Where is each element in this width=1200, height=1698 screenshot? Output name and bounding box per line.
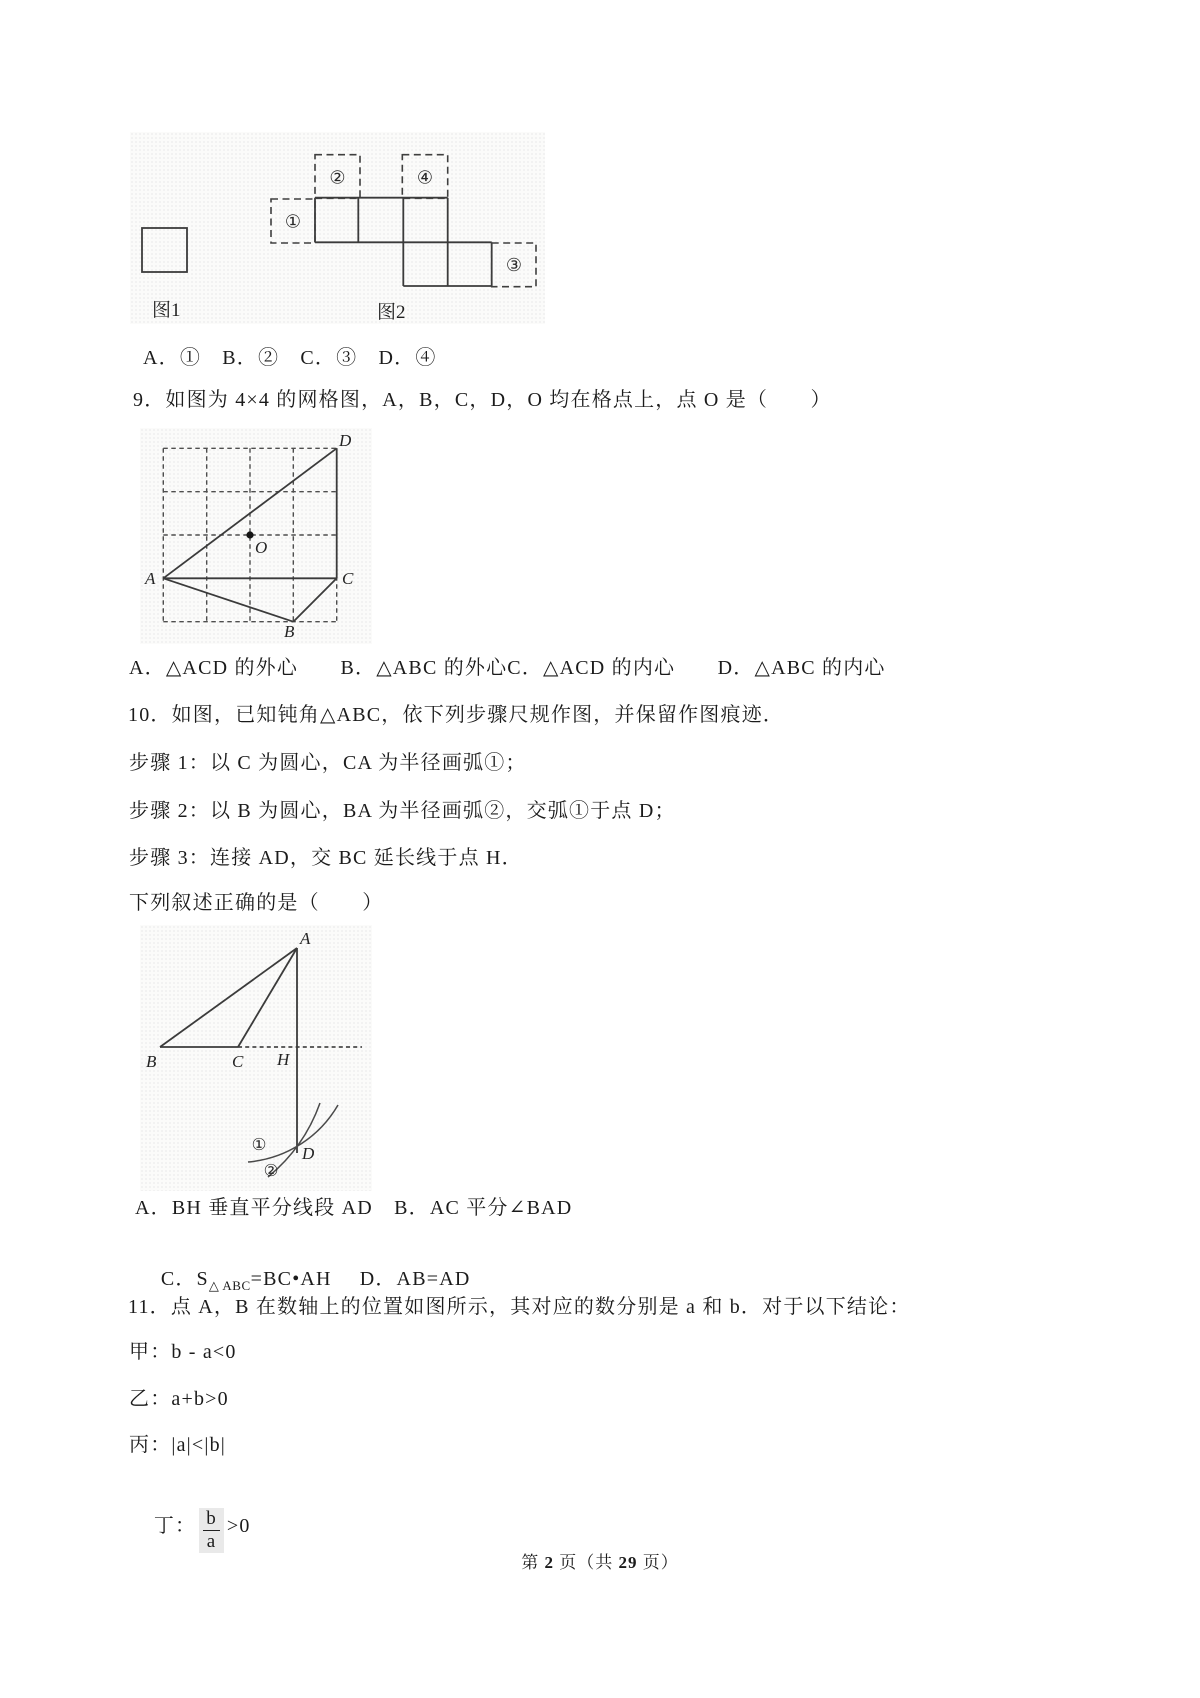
construct-label-B: B	[146, 1052, 157, 1071]
construct-badge-2: ②	[263, 1161, 279, 1180]
q11-text: 11．点 A，B 在数轴上的位置如图所示，其对应的数分别是 a 和 b．对于以下结论：	[128, 1296, 911, 1318]
grid-label-C: C	[342, 569, 354, 588]
net-badge-1: ①	[284, 211, 302, 232]
fraction-numerator: b	[203, 1509, 220, 1531]
q9-text: 9．如图为 4×4 的网格图，A，B，C，D，O 均在格点上，点 O 是（ ）	[133, 389, 832, 411]
cube-net-svg	[130, 132, 545, 324]
q11-statement-bing: 丙：|a|<|b|	[129, 1434, 226, 1456]
q10-option-d: D．AB=AD	[359, 1268, 471, 1290]
q8-options: A．① B．② C．③ D．④	[143, 347, 437, 369]
construction-svg	[140, 925, 372, 1191]
grid-svg	[140, 428, 372, 644]
grid-label-B: B	[284, 622, 295, 641]
construct-label-D: D	[302, 1144, 315, 1163]
footer-total-pages: 29	[618, 1553, 638, 1572]
grid-label-A: A	[145, 569, 156, 588]
q11-statement-jia: 甲：b - a<0	[129, 1341, 237, 1363]
q9-options: A．△ACD 的外心 B．△ABC 的外心C．△ACD 的内心 D．△ABC 的内心	[129, 657, 886, 679]
q10-options-ab: A．BH 垂直平分线段 AD B．AC 平分∠BAD	[135, 1197, 573, 1219]
triangle-abc-lines	[160, 948, 297, 1047]
net-solid-squares	[315, 198, 492, 286]
grid-label-O: O	[255, 538, 268, 557]
construction-figure	[140, 925, 372, 1191]
fraction-b-over-a	[199, 1508, 224, 1553]
q11-statement-yi: 乙：a+b>0	[129, 1388, 229, 1410]
fraction-denominator: a	[206, 1530, 217, 1552]
q10-option-c-subscript: △ ABC	[208, 1278, 251, 1293]
q10-option-c-formula: =BC•AH	[250, 1268, 332, 1290]
construct-label-C: C	[232, 1052, 244, 1071]
net-badge-3: ③	[505, 255, 523, 275]
point-O-dot	[246, 531, 253, 538]
fig1-caption: 图1	[152, 300, 181, 321]
net-badge-2: ②	[329, 167, 346, 188]
footer-prefix: 第	[521, 1553, 545, 1572]
q10-step3: 步骤 3：连接 AD，交 BC 延长线于点 H．	[129, 847, 523, 869]
footer-middle: 页（共	[554, 1553, 619, 1572]
cube-net-figure	[130, 132, 545, 324]
page-footer	[0, 1548, 1200, 1573]
ding-suffix: >0	[226, 1514, 251, 1537]
fig1-square	[142, 228, 187, 272]
q10-step1: 步骤 1：以 C 为圆心，CA 为半径画弧①；	[129, 752, 527, 774]
q10-step2: 步骤 2：以 B 为圆心，BA 为半径画弧②，交弧①于点 D；	[129, 800, 676, 822]
grid-label-D: D	[339, 431, 352, 450]
q10-option-c-prefix: C．S	[160, 1268, 209, 1290]
grid-figure	[140, 428, 372, 644]
construct-label-H: H	[277, 1050, 290, 1069]
footer-page-number: 2	[544, 1553, 554, 1572]
q10-prompt: 下列叙述正确的是（ ）	[129, 892, 384, 914]
fig2-caption: 图2	[377, 302, 406, 323]
footer-suffix: 页）	[637, 1553, 679, 1572]
ding-prefix: 丁：	[153, 1514, 197, 1537]
q10-text: 10．如图，已知钝角△ABC，依下列步骤尺规作图，并保留作图痕迹．	[128, 704, 785, 726]
construct-badge-1: ①	[251, 1135, 267, 1154]
construct-label-A: A	[300, 929, 311, 948]
net-badge-4: ④	[416, 167, 434, 188]
